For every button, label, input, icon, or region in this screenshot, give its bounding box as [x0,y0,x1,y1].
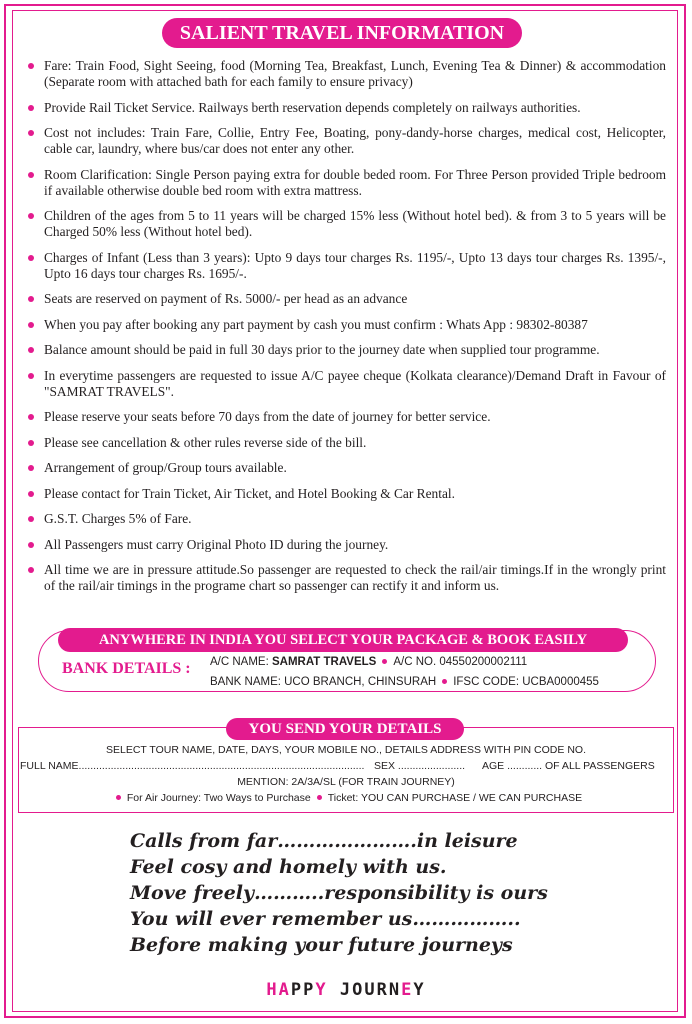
ac-name-label: A/C NAME: [210,656,269,668]
bullet-icon [28,105,34,111]
bullet-icon [28,516,34,522]
bullet-icon [382,659,387,664]
list-item: In everytime passengers are requested to issue A/C payee cheque (Kolkata clearance)/Demand Draft in Favour of "SAMRAT TRAVELS". [26,368,666,400]
slogan-line: Calls from far………………….in leisure [130,830,518,852]
page-title: SALIENT TRAVEL INFORMATION [162,18,522,48]
list-item: All time we are in pressure attitude.So passenger are requested to check the rail/air timings.If in the wrongly print of the rail/air timings in the programe chart so passenger can rectify it and inform us. [26,562,666,594]
bullet-icon [28,172,34,178]
bank-name: BANK NAME: UCO BRANCH, CHINSURAH [210,676,437,688]
details-instruction: SELECT TOUR NAME, DATE, DAYS, YOUR MOBILE NO., DETAILS ADDRESS WITH PIN CODE NO. [106,744,586,756]
slogan-list [130,828,548,958]
bullet-icon [442,679,447,684]
footer-letter: U [364,980,377,1000]
slogan-line: Move freely………..responsibility is ours [130,882,548,904]
slogan-line: Before making your future journeys [130,934,513,956]
ifsc-code: IFSC CODE: UCBA0000455 [453,676,599,688]
bullet-icon [28,213,34,219]
ac-number: A/C NO. 04550200002111 [393,656,528,668]
list-item: Cost not includes: Train Fare, Collie, Entry Fee, Boating, pony-dandy-horse charges, medical cost, Helicopter, cable car, laundry, where bus/car does not enter any other. [26,125,666,157]
list-item: When you pay after booking any part payment by cash you must confirm : Whats App : 98302-80387 [26,317,666,333]
bullet-icon [28,373,34,379]
bullet-icon [116,795,121,800]
list-item: Children of the ages from 5 to 11 years will be charged 15% less (Without hotel bed). & from 3 to 5 years will be Charged 50% less (Without hotel bed). [26,208,666,240]
footer-letter: P [303,980,316,1000]
footer-letter: Y [413,980,426,1000]
bullet-icon [28,322,34,328]
ticket-info: Ticket: YOU CAN PURCHASE / WE CAN PURCHASE [327,792,583,804]
bullet-icon [28,63,34,69]
list-item: Balance amount should be paid in full 30 days prior to the journey date when supplied tour programme. [26,342,666,358]
list-item: Room Clarification: Single Person paying extra for double beded room. For Three Person provided Triple bedroom if available otherwise double bed room with extra mattress. [26,167,666,199]
bank-line-1 [210,656,527,668]
bullet-icon [28,491,34,497]
slogan-line: You will ever remember us…………….. [130,908,521,930]
list-item: Charges of Infant (Less than 3 years): Upto 9 days tour charges Rs. 1195/-, Upto 13 days tour charges Rs. 1395/-, Upto 16 days tour charges Rs. 1695/-. [26,250,666,282]
bullet-icon [28,347,34,353]
list-item: Fare: Train Food, Sight Seeing, food (Morning Tea, Breakfast, Lunch, Evening Tea & Dinner) & accommodation (Separate room with attached bath for each family to ensure privacy) [26,58,666,90]
bullet-icon [28,567,34,573]
air-journey: For Air Journey: Two Ways to Purchase [126,792,311,804]
slogan-line: Feel cosy and homely with us. [130,856,447,878]
list-item: Arrangement of group/Group tours available. [26,460,666,476]
footer-letter: H [266,980,279,1000]
list-item: G.S.T. Charges 5% of Fare. [26,511,666,527]
happy-journey-footer [0,980,692,1000]
bullet-icon [28,465,34,471]
bullet-icon [28,414,34,420]
purchase-line [18,792,674,804]
footer-letter: R [376,980,389,1000]
bullet-icon [28,440,34,446]
footer-letter: O [352,980,365,1000]
footer-letter: Y [315,980,328,1000]
mention-line: MENTION: 2A/3A/SL (FOR TRAIN JOURNEY) [237,776,455,788]
travel-info-list [26,58,666,604]
bullet-icon [317,795,322,800]
bank-details-label: BANK DETAILS : [62,660,191,677]
list-item: All Passengers must carry Original Photo ID during the journey. [26,537,666,553]
footer-letter: J [339,980,353,1000]
list-item: Provide Rail Ticket Service. Railways berth reservation depends completely on railways authorities. [26,100,666,116]
bank-line-2 [210,676,599,688]
footer-letter: N [388,980,402,1000]
footer-letter: P [290,980,304,1000]
list-item: Please contact for Train Ticket, Air Ticket, and Hotel Booking & Car Rental. [26,486,666,502]
list-item: Seats are reserved on payment of Rs. 5000/- per head as an advance [26,291,666,307]
bullet-icon [28,296,34,302]
list-item: Please see cancellation & other rules reverse side of the bill. [26,435,666,451]
footer-letter: A [278,980,291,1000]
list-item: Please reserve your seats before 70 days from the date of journey for better service. [26,409,666,425]
sex-field: SEX ....................... [374,760,466,772]
footer-letter: E [401,980,414,1000]
bullet-icon [28,542,34,548]
ac-name: SAMRAT TRAVELS [272,656,377,668]
age-field: AGE ............ OF ALL PASSENGERS [482,760,655,772]
bullet-icon [28,255,34,261]
full-name-field: FULL NAME.................................................................................................. [20,760,365,772]
bullet-icon [28,130,34,136]
send-details-banner: YOU SEND YOUR DETAILS [226,718,464,740]
package-banner: ANYWHERE IN INDIA YOU SELECT YOUR PACKAGE & BOOK EASILY [58,628,628,652]
footer-letter [328,980,340,1000]
